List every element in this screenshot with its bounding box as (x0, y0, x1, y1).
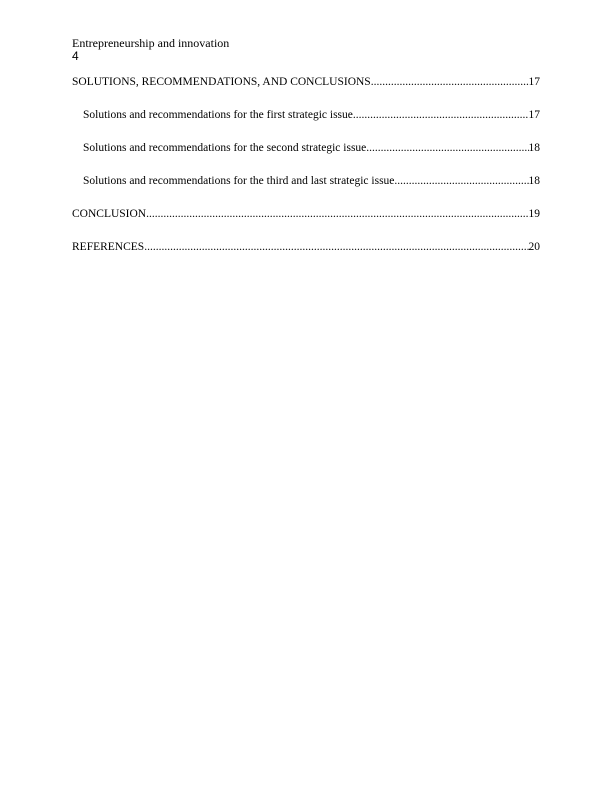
toc-entry[interactable] (72, 75, 540, 108)
toc-dot-leader (394, 174, 528, 188)
running-head: Entrepreneurship and innovation (72, 36, 230, 50)
toc-dot-leader (366, 141, 528, 155)
toc-dot-leader (353, 108, 529, 122)
toc-entry[interactable] (72, 207, 540, 240)
toc-dot-leader (371, 75, 529, 89)
toc-entry[interactable] (72, 141, 540, 174)
toc-entry-title: Solutions and recommendations for the first strategic issue (83, 109, 353, 121)
toc-entry[interactable] (72, 174, 540, 207)
toc-entry-title: CONCLUSION (72, 208, 147, 220)
toc-entry-title: SOLUTIONS, RECOMMENDATIONS, AND CONCLUSIONS (72, 76, 371, 88)
toc-dot-leader (144, 240, 528, 254)
toc-entry-page: 17 (528, 76, 540, 88)
toc-entry-page: 20 (528, 241, 540, 253)
toc-entry-title: REFERENCES (72, 241, 145, 253)
table-of-contents (72, 75, 540, 273)
toc-entry-page: 18 (528, 142, 540, 154)
page-header (72, 36, 540, 63)
toc-entry[interactable] (72, 240, 540, 273)
toc-entry-title: Solutions and recommendations for the third and last strategic issue (83, 175, 395, 187)
toc-entry-page: 17 (528, 109, 540, 121)
toc-entry-page: 19 (528, 208, 540, 220)
toc-entry-page: 18 (528, 175, 540, 187)
toc-entry-title: Solutions and recommendations for the second strategic issue (83, 142, 367, 154)
page-number: 4 (72, 49, 79, 63)
toc-entry[interactable] (72, 108, 540, 141)
toc-dot-leader (146, 207, 528, 221)
